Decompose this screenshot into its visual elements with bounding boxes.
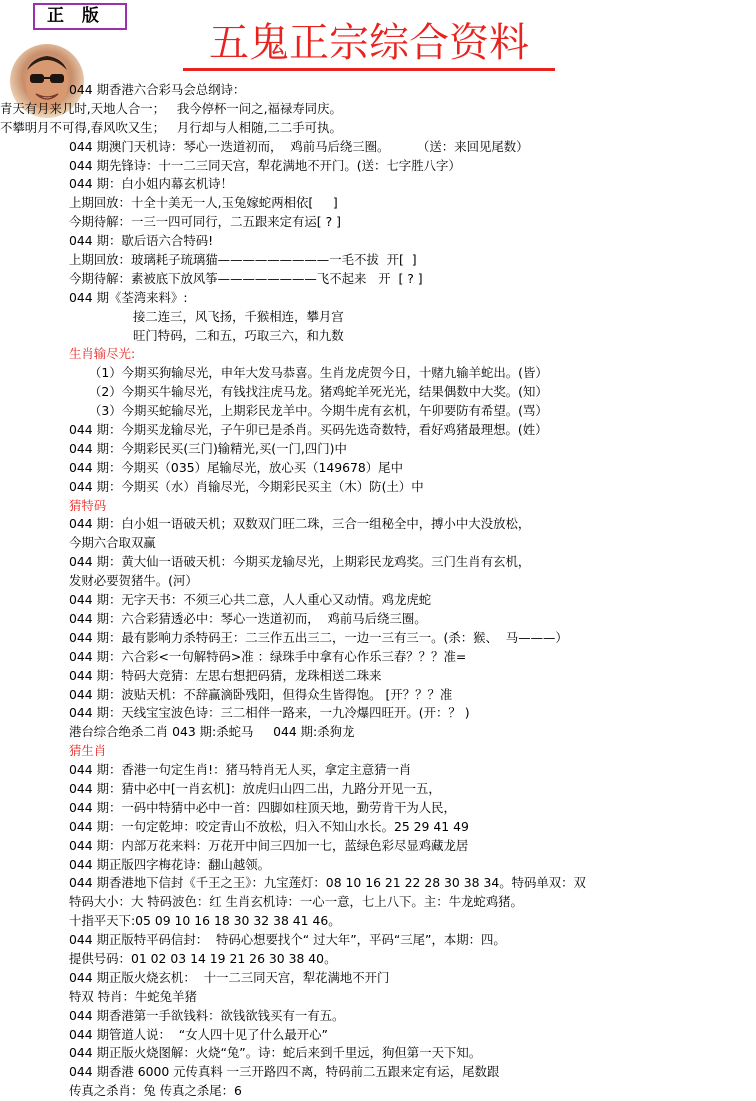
text-line: 044 期管道人说： “女人四十见了什么最开心” — [69, 1026, 328, 1042]
text-line: 044 期：特码大竞猜：左思右想把码猜，龙珠相送二珠来 — [69, 667, 382, 683]
article-body — [0, 81, 749, 1101]
text-line: 044 期香港 6000 元传真料 一三开路四不离，特码前二五跟来定有运，尾数跟 — [69, 1064, 500, 1080]
text-line: 发财必要贺猪牛。(河） — [69, 573, 198, 589]
text-line: 044 期：六合彩猜透必中：琴心一迭道初而， 鸡前马后绕三圈。 — [69, 610, 427, 626]
text-line: 生肖输尽光: — [69, 346, 136, 362]
text-line: 044 期《荃湾来料》: — [69, 289, 188, 305]
title-underline — [183, 68, 555, 71]
text-line: 上期回放：十全十美无一人,玉兔嫁蛇两相依[ ] — [69, 195, 338, 211]
text-line: 特双 特肖：牛蛇兔羊猪 — [69, 988, 197, 1004]
edition-badge: 正 版 — [33, 3, 127, 30]
text-line: 044 期：香港一句定生肖!：猪马特肖无人买，拿定主意猜一肖 — [69, 762, 412, 778]
text-line: 猜生肖 — [69, 743, 107, 759]
text-line: 今期待解：一三一四可同行，二五跟来定有运[ ? ] — [69, 214, 341, 230]
text-line: 旺门特码，二和五，巧取三六，和九数 — [133, 327, 344, 343]
text-line: 044 期正版四字梅花诗：翻山越领。 — [69, 856, 271, 872]
text-line: 港台综合绝杀二肖 043 期:杀蛇马 044 期:杀狗龙 — [69, 724, 355, 740]
text-line: （3）今期买蛇输尽光，上期彩民龙羊中。今期牛虎有玄机，午卯要防有希望。(骂） — [89, 403, 548, 419]
text-line: 044 期先锋诗：十一二三同天宫，犁花满地不开门。(送：七字胜八字） — [69, 157, 461, 173]
text-line: 044 期：今期买（水）肖输尽光，今期彩民买主（木）防(土）中 — [69, 478, 424, 494]
text-line: 044 期：天线宝宝波色诗：三二相伴一路来，一九冷爆四旺开。(开：？ ) — [69, 705, 470, 721]
text-line: 不攀明月不可得,春风吹又生； 月行却与人相随,二二手可执。 — [0, 119, 342, 135]
text-line: 044 期：白小姐一语破天机；双数双门旺二珠，三合一组秘全中，搏小中大没放松， — [69, 516, 531, 532]
text-line: 青天有月来几时,天地人合一； 我今停杯一问之,福禄寿同庆。 — [0, 100, 342, 116]
text-line: 044 期：今期买（035）尾输尽光，放心买（149678）尾中 — [69, 459, 403, 475]
text-line: 上期回放：玻璃耗子琉璃猫—————————一毛不拔 开[ ] — [69, 252, 417, 268]
text-line: （1）今期买狗输尽光，申年大发马恭喜。生肖龙虎贺今日，十赌九输羊蛇出。(皆） — [89, 365, 548, 381]
text-line: 044 期：最有影响力杀特码王：二三作五出三二，一边一三有三一。(杀：猴、 马———） — [69, 629, 568, 645]
text-line: 044 期香港第一手欲钱料：欲钱欲钱买有一有五。 — [69, 1007, 345, 1023]
page-title: 五鬼正宗综合资料 — [209, 20, 529, 66]
text-line: 044 期：今期买龙输尽光，子午卯已是杀肖。买码先选奇数特，看好鸡猪最理想。(姓） — [69, 422, 548, 438]
text-line: 044 期：黄大仙一语破天机：今期买龙输尽光，上期彩民龙鸡奖。三门生肖有玄机， — [69, 554, 531, 570]
text-line: 044 期香港地下信封《千王之王》：九宝莲灯：08 10 16 21 22 28 30 38 34。特码单双：双 — [69, 875, 586, 891]
text-line: 今期六合取双赢 — [69, 535, 156, 551]
text-line: 044 期：内部万花来料：万花开中间三四加一七，蓝绿色彩尽显鸡藏龙居 — [69, 837, 469, 853]
text-line: （2）今期买牛输尽光，有钱找注虎马龙。猪鸡蛇羊死光光，结果偶数中大奖。(知） — [89, 384, 548, 400]
text-line: 044 期：一句定乾坤：咬定青山不放松，归入不知山水长。25 29 41 49 — [69, 818, 469, 834]
text-line: 猜特码 — [69, 497, 107, 513]
text-line: 今期待解：素被底下放风筝————————飞不起来 开 [ ? ] — [69, 270, 423, 286]
text-line: 044 期正版特平码信封： 特码心想要找个“ 过大年”，平码“三尾”，本期：四。 — [69, 932, 506, 948]
text-line: 传真之杀肖：兔 传真之杀尾：6 — [69, 1083, 242, 1099]
text-line: 044 期：今期彩民买(三门)输精光,买(一门,四门)中 — [69, 440, 347, 456]
text-line: 044 期：白小姐内幕玄机诗！ — [69, 176, 233, 192]
text-line: 接二连三，风飞扬，千猴相连，攀月宫 — [133, 308, 344, 324]
text-line: 提供号码：01 02 03 14 19 21 26 30 38 40。 — [69, 950, 337, 966]
text-line: 044 期香港六合彩马会总纲诗： — [69, 82, 246, 97]
text-line: 044 期：歇后语六合特码! — [69, 233, 214, 249]
text-line: 044 期：无字天书：不须三心共二意，人人重心又动情。鸡龙虎蛇 — [69, 592, 432, 608]
text-line: 044 期：一码中特猜中必中一首：四脚如柱顶天地，勤劳肯干为人民， — [69, 799, 456, 815]
text-line: 特码大小：大 特码波色：红 生肖玄机诗：一心一意，七上八下。主：牛龙蛇鸡猪。 — [69, 894, 523, 910]
text-line: 044 期：波贴天机：不辞赢滴卧残阳，但得众生皆得饱。 [开？？？准 — [69, 686, 453, 702]
text-line: 044 期：猜中必中[一肖玄机]：放虎归山四二出，九路分开见一五， — [69, 780, 441, 796]
text-line: 044 期澳门天机诗：琴心一迭道初而， 鸡前马后绕三圈。 （送：来回见尾数） — [69, 138, 529, 154]
text-line: 044 期：六合彩<一句解特码>准 ：绿珠手中拿有心作乐三春？？？准= — [69, 648, 467, 664]
text-line: 十指平天下:05 09 10 16 18 30 32 38 41 46。 — [69, 913, 341, 929]
text-line: 044 期正版火烧图解：火烧“兔”。诗：蛇后来到千里远，狗但第一天下知。 — [69, 1045, 482, 1061]
text-line: 044 期正版火烧玄机： 十一二三同天宫，犁花满地不开门 — [69, 969, 390, 985]
